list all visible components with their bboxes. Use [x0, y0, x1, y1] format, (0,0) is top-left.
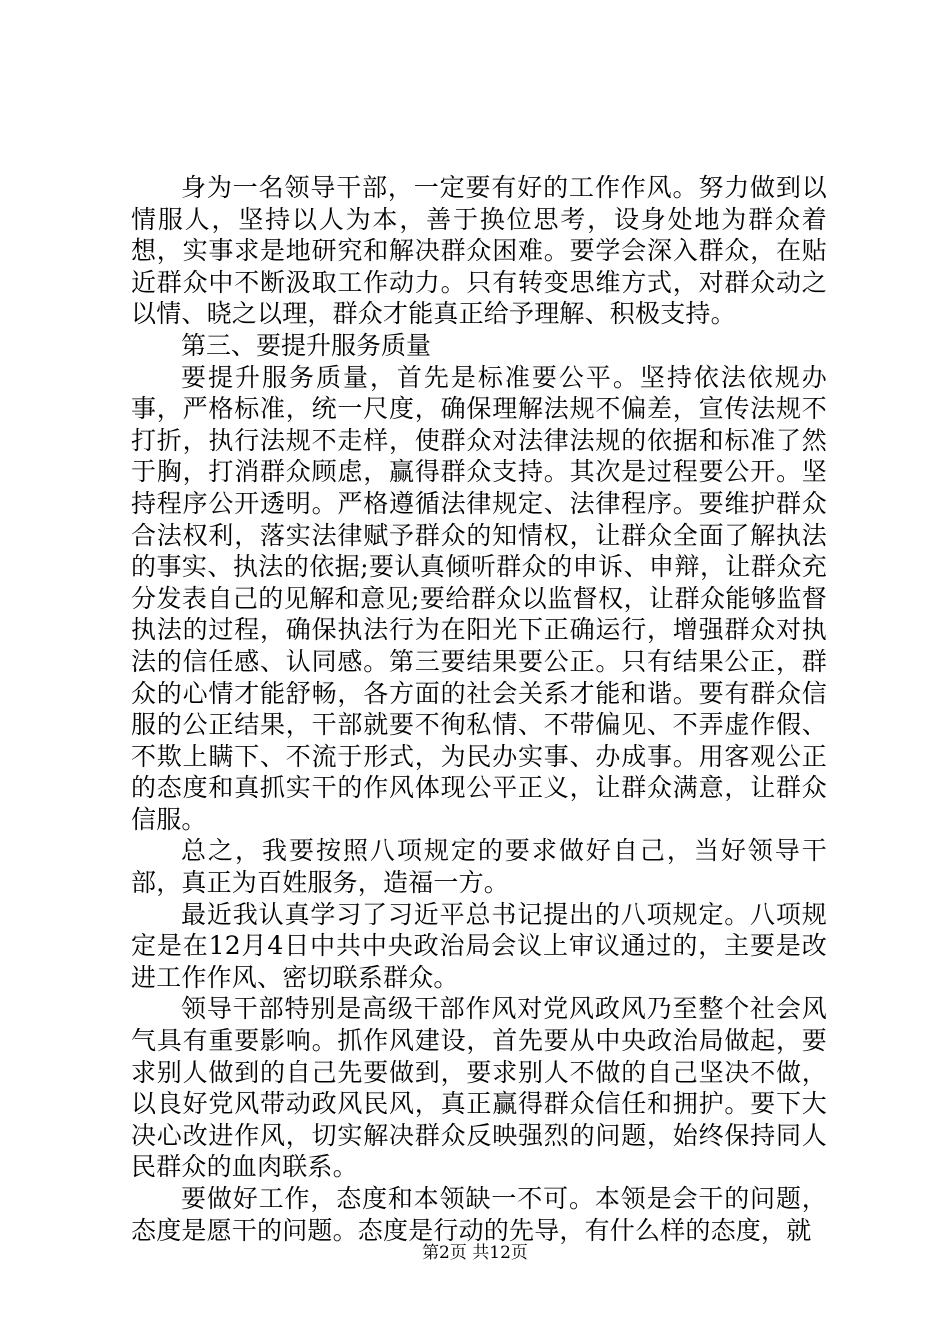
paragraph-conclusion: 总之，我要按照八项规定的要求做好自己，当好领导干部，真正为百姓服务，造福一方。: [131, 836, 827, 898]
paragraph-service-quality: 要提升服务质量，首先是标准要公平。坚持依法依规办事，严格标准，统一尺度，确保理解法规不偏差，宣传法规不打折，执行法规不走样，使群众对法律法规的依据和标准了然于胸，打消群众顾虑，赢得群众支持。其次是过程要公开。坚持程序公开透明。严格遵循法律规定、法律程序。要维护群众合法权利，落实法律赋予群众的知情权，让群众全面了解执法的事实、执法的依据;要认真倾听群众的申诉、申辩，让群众充分发表自己的见解和意见;要给群众以监督权，让群众能够监督执法的过程，确保执法行为在阳光下正确运行，增强群众对执法的信任感、认同感。第三要结果要公正。只有结果公正，群众的心情才能舒畅，各方面的社会关系才能和谐。要有群众信服的公正结果，干部就要不徇私情、不带偏见、不弄虚作假、不欺上瞒下、不流于形式，为民办实事、办成事。用客观公正的态度和真抓实干的作风体现公平正义，让群众满意，让群众信服。: [131, 362, 827, 834]
paragraph-eight-rules-intro: 最近我认真学习了习近平总书记提出的八项规定。八项规定是在12月4日中共中央政治局会议上审议通过的，主要是改进工作作风、密切联系群众。: [131, 899, 827, 992]
page-number-footer: 第2页 共12页: [422, 1243, 528, 1263]
paragraph-attitude-ability: 要做好工作，态度和本领缺一不可。本领是会干的问题，态度是愿干的问题。态度是行动的先导，有什么样的态度，就: [131, 1184, 827, 1245]
paragraph-work-style: 身为一名领导干部，一定要有好的工作作风。努力做到以情服人，坚持以人为本，善于换位思考，设身处地为群众着想，实事求是地研究和解决群众困难。要学会深入群众，在贴近群众中不断汲取工作动力。只有转变思维方式，对群众动之以情、晓之以理，群众才能真正给予理解、积极支持。: [131, 173, 827, 329]
paragraph-leadership-style: 领导干部特别是高级干部作风对党风政风乃至整个社会风气具有重要影响。抓作风建设，首先要从中央政治局做起，要求别人做到的自己先要做到，要求别人不做的自己坚决不做，以良好党风带动政风民风，真正赢得群众信任和拥护。要下大决心改进作风，切实解决群众反映强烈的问题，始终保持同人民群众的血肉联系。: [131, 994, 827, 1182]
section-heading-service-quality: 第三、要提升服务质量: [181, 330, 432, 360]
document-body: [131, 172, 827, 1246]
